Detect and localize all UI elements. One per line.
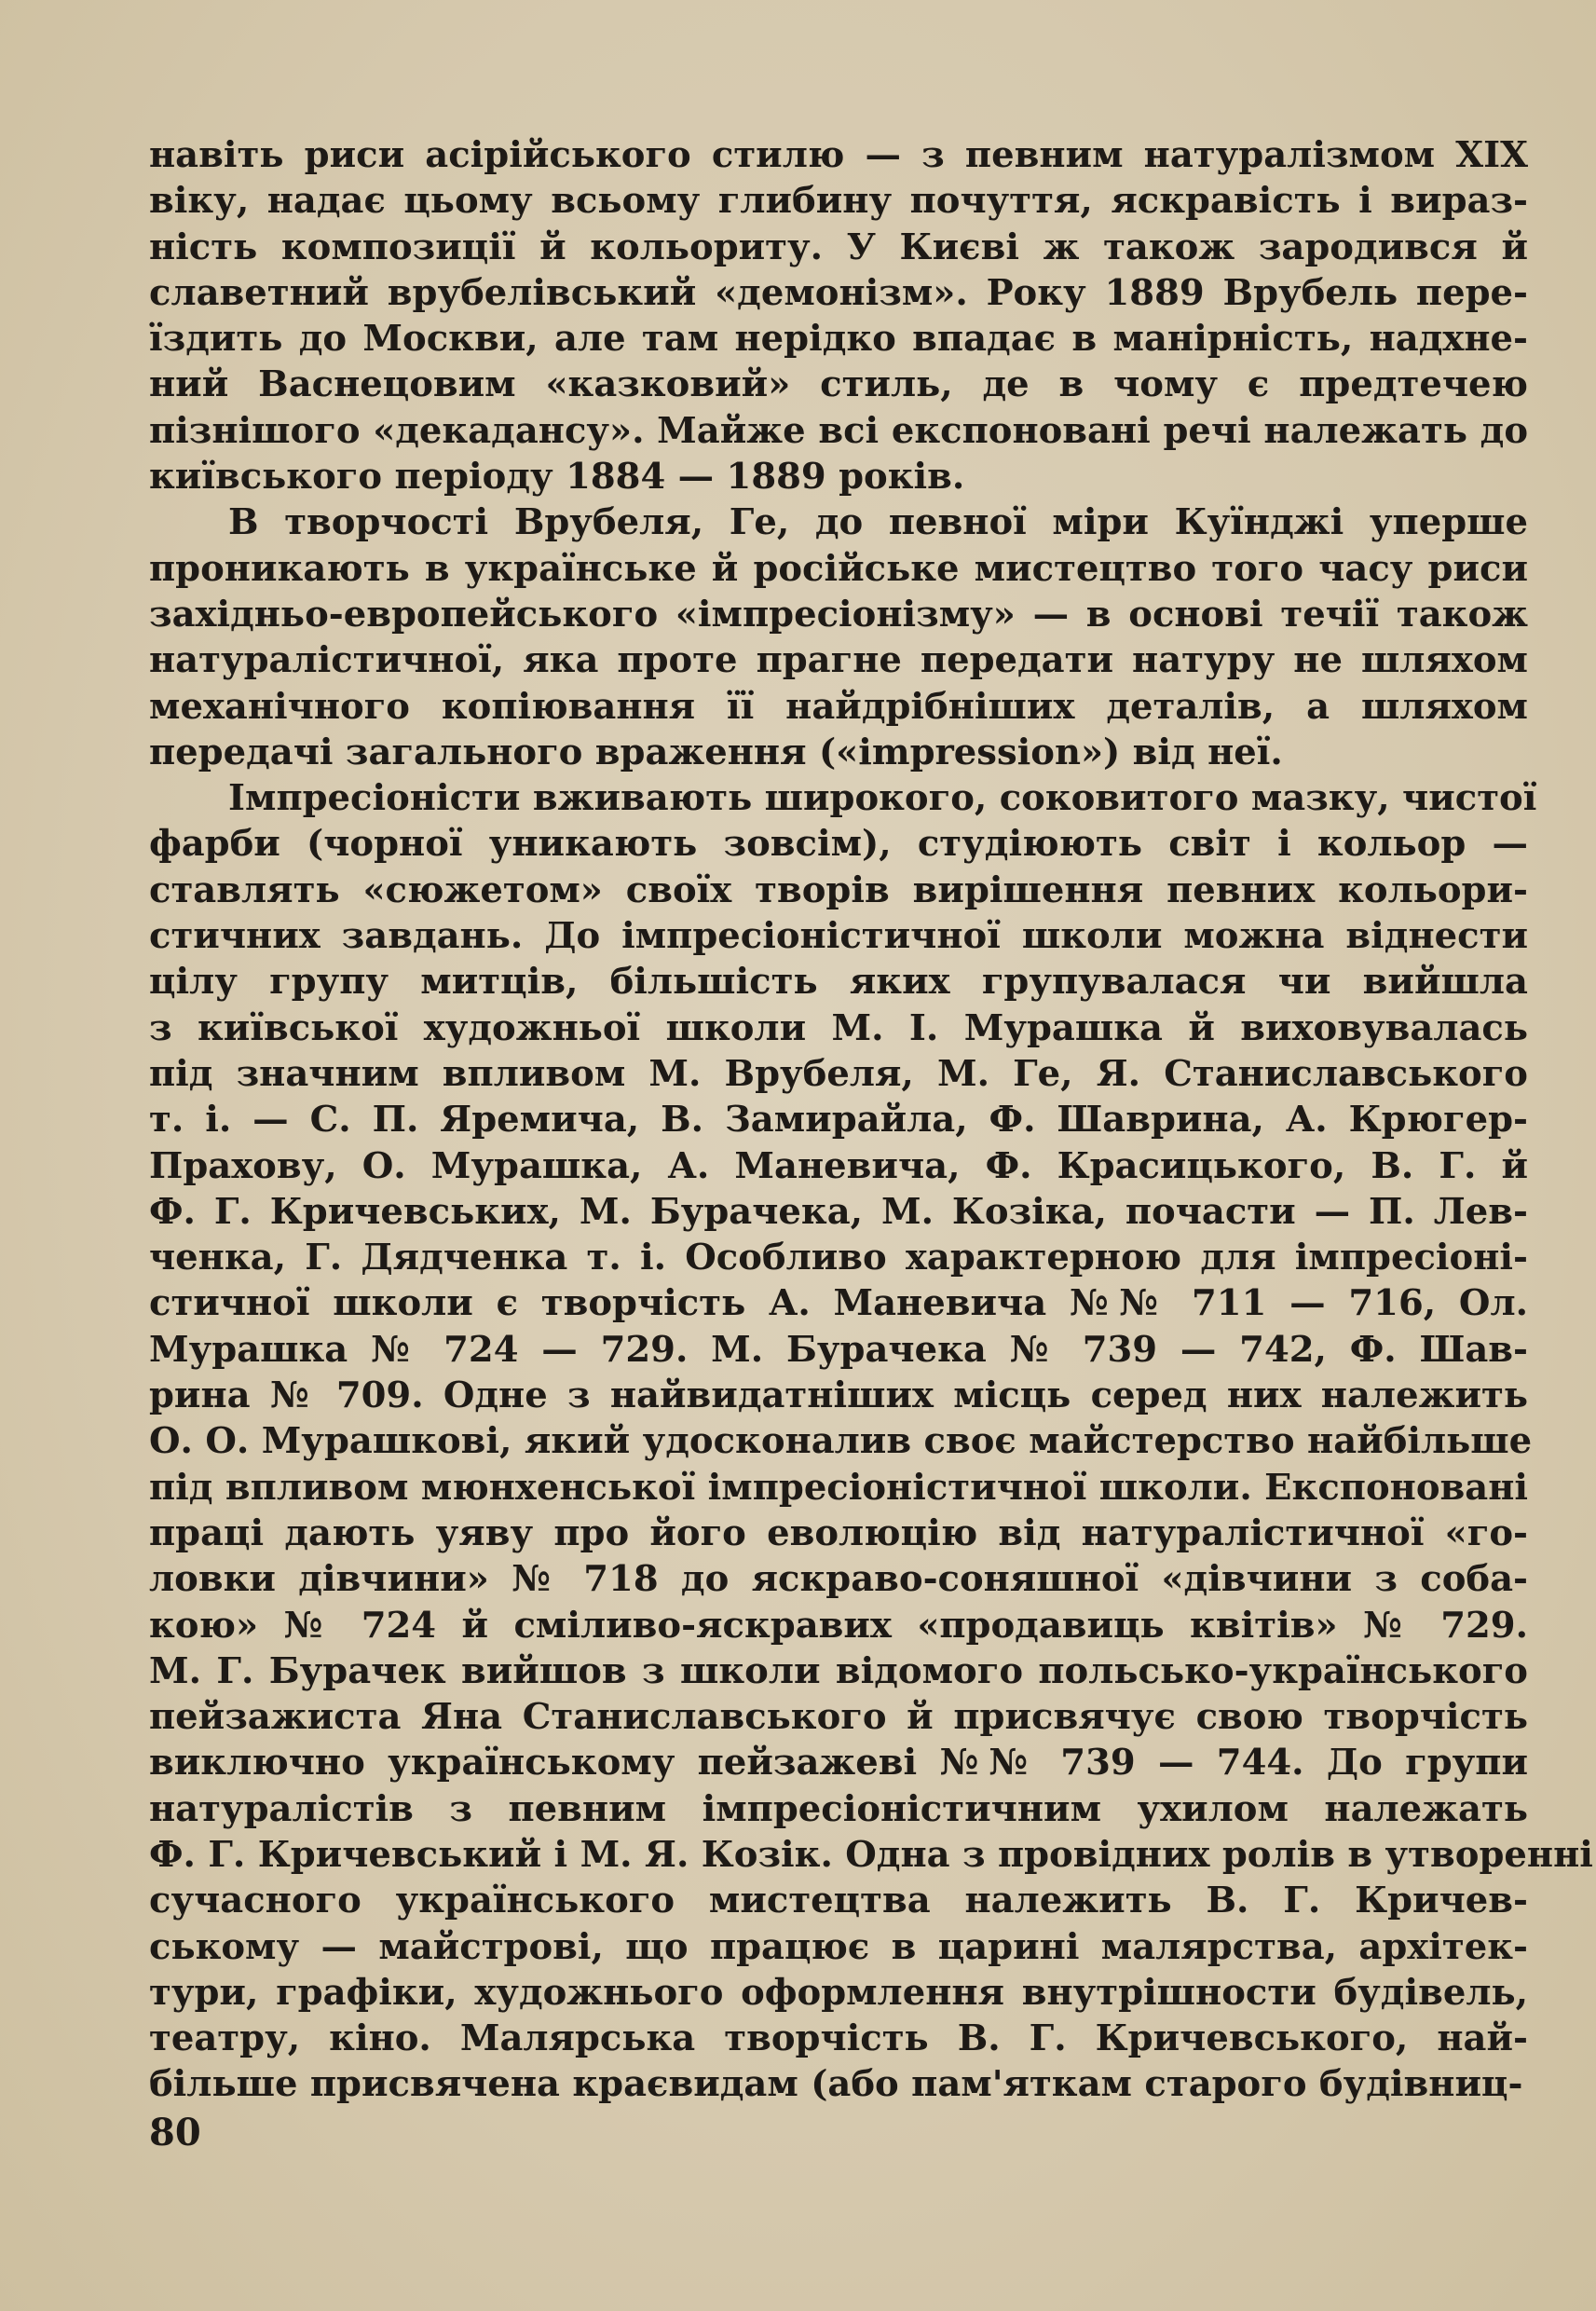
text-line: натуралістів з певним імпресіоністичним ухилом належать <box>149 1787 1528 1830</box>
text-line: натуралістичної, яка проте прагне передати натуру не шляхом <box>149 639 1528 682</box>
text-line: Ф. Г. Кричевських, М. Бурачека, М. Козіка, почасти — П. Лев- <box>149 1190 1528 1233</box>
text-line: Ф. Г. Кричевський і М. Я. Козік. Одна з провідних ролів в утворенні <box>149 1833 1593 1876</box>
text-line: театру, кіно. Малярська творчість В. Г. Кричевського, най- <box>149 2017 1528 2060</box>
text-line: під значним впливом М. Врубеля, М. Ге, Я. Станиславського <box>149 1052 1528 1095</box>
text-line: ність композиції й кольориту. У Києві ж також зародився й <box>149 226 1528 268</box>
text-line: В творчості Врубеля, Ге, до певної міри Куїнджі уперше <box>228 501 1528 544</box>
text-line: механічного копіювання її найдрібніших деталів, а шляхом <box>149 685 1528 728</box>
text-line: сучасного українського мистецтва належить В. Г. Кричев- <box>149 1880 1528 1922</box>
text-line: Мурашка № 724 — 729. М. Бурачека № 739 — 742, Ф. Шав- <box>149 1328 1528 1371</box>
text-line: київського періоду 1884 — 1889 років. <box>149 456 965 499</box>
text-line: кою» № 724 й сміливо-яскравих «продавиць квітів» № 729. <box>149 1604 1528 1647</box>
text-line: Прахову, О. Мурашка, А. Маневича, Ф. Красицького, В. Г. й <box>149 1144 1528 1187</box>
text-line: славетний врубелівський «демонізм». Року 1889 Врубель пере- <box>149 271 1528 314</box>
text-line: їздить до Москви, але там нерідко впадає в манірність, надхне- <box>149 318 1528 361</box>
paragraph <box>149 499 1528 775</box>
text-line: стичної школи є творчість А. Маневича №№ 711 — 716, Ол. <box>149 1282 1528 1325</box>
text-line: праці дають уяву про його еволюцію від натуралістичної «го- <box>149 1511 1528 1554</box>
text-line: віку, надає цьому всьому глибину почуття, яскравість і вираз- <box>149 180 1528 223</box>
text-line: ний Васнецовим «казковий» стиль, де в чому є предтечею <box>149 363 1528 406</box>
text-line: навіть риси асірійського стилю — з певним натуралізмом XIX <box>149 134 1528 176</box>
text-line: ставлять «сюжетом» своїх творів вирішення певних кольори- <box>149 868 1528 911</box>
text-line: цілу групу митців, більшість яких групувалася чи вийшла <box>149 961 1528 1004</box>
text-line: т. і. — С. П. Яремича, В. Замирайла, Ф. Шаврина, А. Крюгер- <box>149 1099 1528 1142</box>
text-line: виключно українському пейзажеві №№ 739 — 744. До групи <box>149 1742 1528 1785</box>
text-line: стичних завдань. До імпресіоністичної школи можна віднести <box>149 915 1528 958</box>
text-line: пізнішого «декадансу». Майже всі експоновані речі належать до <box>149 409 1528 452</box>
text-line: більше присвячена краєвидам (або пам'яткам старого будівниц- <box>149 2063 1523 2106</box>
text-line: з київської художньої школи М. І. Мурашка й виховувалась <box>149 1006 1528 1049</box>
text-line: ському — майстрові, що працює в царині малярства, архітек- <box>149 1925 1528 1968</box>
text-line: передачі загального враження («impression») від неї. <box>149 731 1283 773</box>
text-line: проникають в українське й російське мистецтво того часу риси <box>149 547 1528 590</box>
body-text <box>149 132 1593 2108</box>
text-line: ловки дівчини» № 718 до яскраво-соняшної «дівчини з соба- <box>149 1558 1528 1601</box>
page-number: 80 <box>149 2111 201 2154</box>
text-line: Імпресіоністи вживають широкого, соковитого мазку, чистої <box>228 777 1537 820</box>
paragraph <box>149 132 1528 499</box>
text-line: О. О. Мурашкові, який удосконалив своє майстерство найбільше <box>149 1420 1533 1463</box>
text-line: М. Г. Бурачек вийшов з школи відомого польсько-українського <box>149 1649 1528 1692</box>
text-line: пейзажиста Яна Станиславського й присвячує свою творчість <box>149 1696 1528 1739</box>
paragraph <box>149 775 1593 2108</box>
text-line: західньо-европейського «імпресіонізму» — в основі течії також <box>149 593 1528 636</box>
text-line: під впливом мюнхенської імпресіоністичної школи. Експоновані <box>149 1466 1528 1509</box>
text-line: тури, графіки, художнього оформлення внутрішности будівель, <box>149 1971 1528 2014</box>
text-line: ченка, Г. Дядченка т. і. Особливо характерною для імпресіоні- <box>149 1237 1528 1279</box>
text-line: рина № 709. Одне з найвидатніших місць серед них належить <box>149 1374 1528 1417</box>
text-line: фарби (чорної уникають зовсім), студіюють світ і кольор — <box>149 823 1528 866</box>
